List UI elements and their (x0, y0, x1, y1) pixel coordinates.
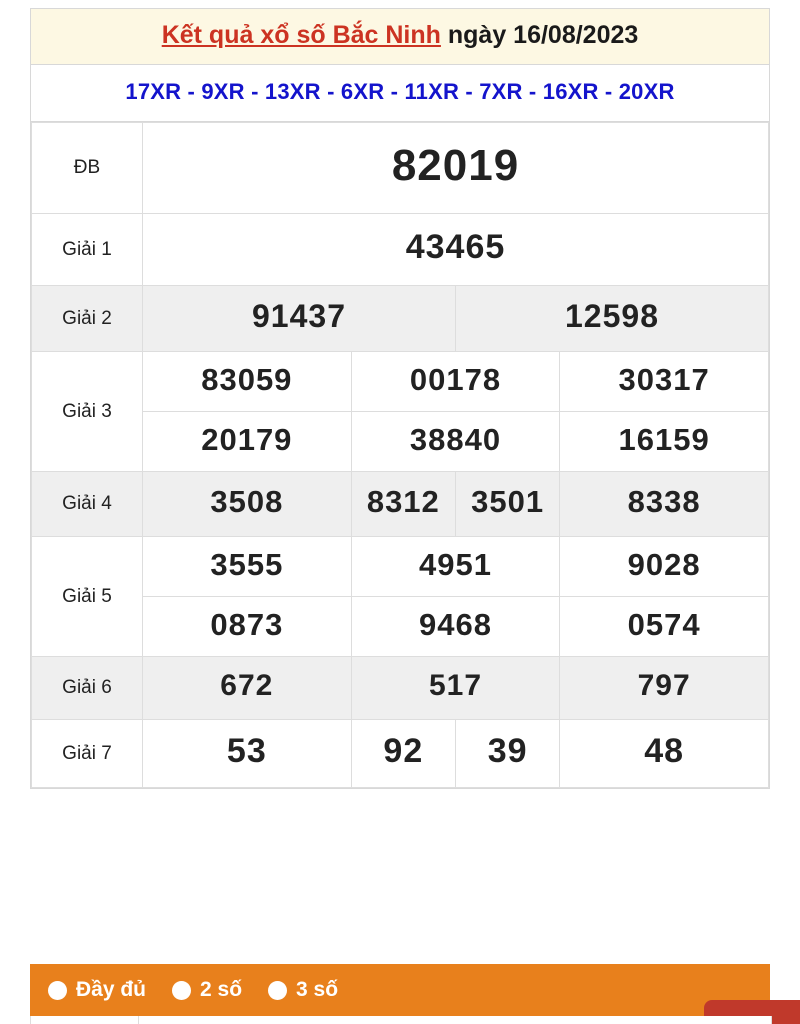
prize-value-g4-1: 3508 (143, 472, 352, 537)
prize-value-g7-2: 92 (351, 720, 455, 788)
prize-label-db: ĐB (32, 123, 143, 214)
prize-label-g7: Giải 7 (32, 720, 143, 788)
prize-value-g7-1: 53 (143, 720, 352, 788)
prize-value-g5-2: 4951 (351, 537, 560, 597)
prize-value-g2-1: 91437 (143, 286, 456, 352)
prize-value-g6-1: 672 (143, 657, 352, 720)
prize-value-g4-3: 3501 (455, 472, 559, 537)
table-row (32, 412, 769, 472)
next-table-column-divider (138, 1016, 139, 1024)
prize-table (31, 122, 769, 788)
prize-value-g4-2: 8312 (351, 472, 455, 537)
radio-label-2-digits: 2 số (200, 978, 243, 1001)
prize-value-g3-4: 20179 (143, 412, 352, 472)
prize-value-g5-6: 0574 (560, 597, 769, 657)
prize-value-g5-5: 9468 (351, 597, 560, 657)
table-row (32, 720, 769, 788)
result-sheet (30, 8, 770, 789)
prize-value-g5-1: 3555 (143, 537, 352, 597)
prize-label-g4: Giải 4 (32, 472, 143, 537)
prize-value-g3-5: 38840 (351, 412, 560, 472)
prize-value-db: 82019 (143, 123, 769, 214)
prize-value-g5-3: 9028 (560, 537, 769, 597)
table-row (32, 123, 769, 214)
page-title (31, 9, 769, 65)
table-row (32, 597, 769, 657)
prize-value-g4-4: 8338 (560, 472, 769, 537)
radio-dot-icon (48, 981, 67, 1000)
prize-value-g1: 43465 (143, 214, 769, 286)
prize-value-g5-4: 0873 (143, 597, 352, 657)
title-link[interactable]: Kết quả xổ số Bắc Ninh (161, 21, 441, 49)
radio-option-full[interactable] (48, 978, 146, 1002)
loto-summary-row: 17XR - 9XR - 13XR - 6XR - 11XR - 7XR - 16XR - 20XR (31, 65, 769, 122)
table-row (32, 657, 769, 720)
prize-value-g6-2: 517 (351, 657, 560, 720)
radio-option-3-digits[interactable] (268, 978, 338, 1002)
prize-label-g5: Giải 5 (32, 537, 143, 657)
next-table-edge (30, 1016, 772, 1024)
table-row (32, 214, 769, 286)
prize-value-g2-2: 12598 (455, 286, 768, 352)
radio-option-2-digits[interactable] (172, 978, 242, 1002)
table-row (32, 472, 769, 537)
radio-label-3-digits: 3 số (296, 978, 339, 1001)
prize-value-g3-1: 83059 (143, 352, 352, 412)
display-mode-bar (30, 964, 770, 1016)
prize-value-g3-6: 16159 (560, 412, 769, 472)
prize-value-g3-3: 30317 (560, 352, 769, 412)
prize-value-g3-2: 00178 (351, 352, 560, 412)
prize-label-g1: Giải 1 (32, 214, 143, 286)
table-row (32, 352, 769, 412)
table-row (32, 537, 769, 597)
table-row (32, 286, 769, 352)
prize-value-g7-3: 39 (455, 720, 559, 788)
prize-label-g3: Giải 3 (32, 352, 143, 472)
prize-label-g6: Giải 6 (32, 657, 143, 720)
prize-label-g2: Giải 2 (32, 286, 143, 352)
radio-label-full: Đầy đủ (76, 978, 147, 1001)
title-date: ngày 16/08/2023 (447, 21, 639, 49)
prize-value-g7-4: 48 (560, 720, 769, 788)
prize-value-g6-3: 797 (560, 657, 769, 720)
radio-dot-icon (268, 981, 287, 1000)
radio-dot-icon (172, 981, 191, 1000)
